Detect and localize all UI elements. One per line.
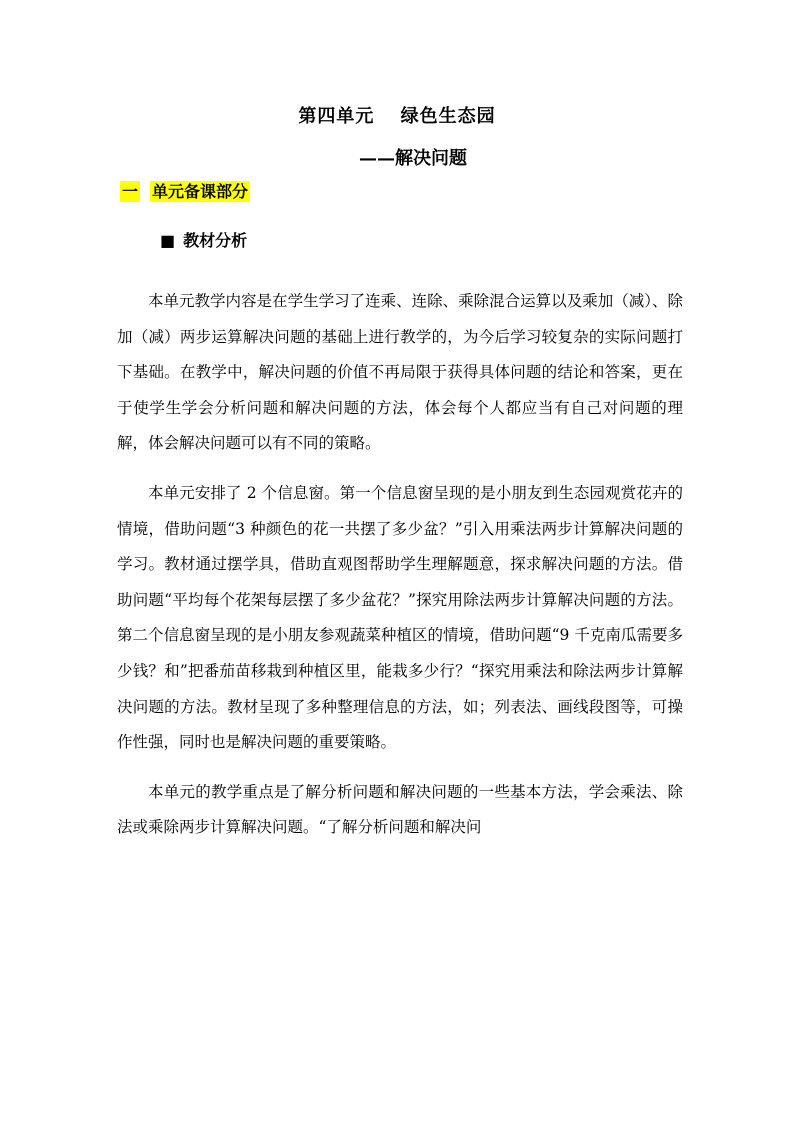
section-number: 一 xyxy=(122,182,139,201)
body-text xyxy=(117,284,683,860)
section-heading xyxy=(120,180,250,204)
subsection-heading xyxy=(160,229,247,253)
section-label: 单元备课部分 xyxy=(152,182,249,201)
square-bullet-icon: ■ xyxy=(160,231,176,250)
paragraph: 本单元安排了 2 个信息窗。第一个信息窗呈现的是小朋友到生态园观赏花卉的情境，借助问题“3 种颜色的花一共摆了多少盆？”引入用乘法两步计算解决问题的学习。教材通过摆学具，借助直观图帮助学生理解题意，探求解决问题的方法。借助问题“平均每个花架每层摆了多少盆花？”探究用除法两步计算解决问题的方法。第二个信息窗呈现的是小朋友参观蔬菜种植区的情境，借助问题“9 千克南瓜需要多少钱？和”把番茄苗移栽到种植区里，能栽多少行？“探究用乘法和除法两步计算解决问题的方法。教材呈现了多种整理信息的方法，如；列表法、画线段图等，可操作性强，同时也是解决问题的重要策略。 xyxy=(117,483,683,752)
page-title: 第四单元 绿色生态园 xyxy=(298,106,496,127)
page-subtitle: ——解决问题 xyxy=(359,148,467,169)
subsection-label: 教材分析 xyxy=(183,231,248,250)
paragraph: 本单元教学内容是在学生学习了连乘、连除、乘除混合运算以及乘加（减）、除加（减）两步运算解决问题的基础上进行教学的，为今后学习较复杂的实际问题打下基础。在教学中，解决问题的价值不再局限于获得具体问题的结论和答案，更在于使学生学会分析问题和解决问题的方法，体会每个人都应当有自己对问题的理解，体会解决问题可以有不同的策略。 xyxy=(117,292,683,453)
paragraph: 本单元的教学重点是了解分析问题和解决问题的一些基本方法，学会乘法、除法或乘除两步计算解决问题。“了解分析问题和解决问 xyxy=(117,782,683,837)
